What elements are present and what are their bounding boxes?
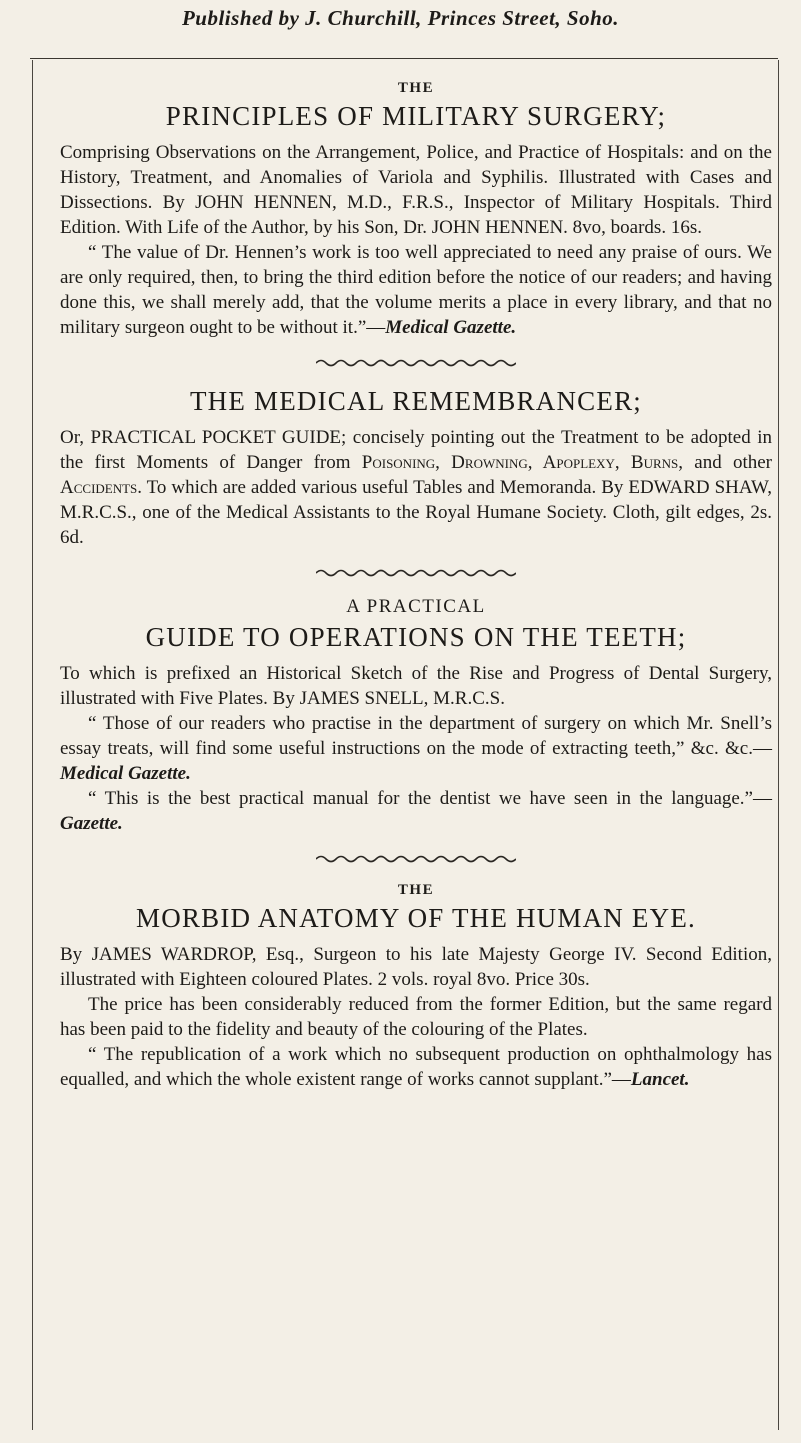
- listing-morbid-anatomy-eye: [60, 882, 772, 1092]
- section-title: THE MEDICAL REMEMBRANCER;: [189, 386, 642, 416]
- book-description: By JAMES WARDROP, Esq., Surgeon to his late Majesty George IV. Second Edition, illustrated with Eighteen coloured Plates. 2 vols. royal 8vo. Price 30s.: [60, 944, 772, 990]
- review-quote: [60, 786, 772, 836]
- ornament-divider: [316, 854, 516, 864]
- review-quote: [60, 1042, 772, 1092]
- book-description: To which is prefixed an Historical Sketch of the Rise and Progress of Dental Surgery, illustrated with Five Plates. By JAMES SNELL, M.R.C.S.: [60, 663, 772, 709]
- review-source: Medical Gazette.: [60, 763, 191, 784]
- catalogue-column: [60, 80, 772, 1092]
- ornament-divider: [316, 568, 516, 578]
- section-title: GUIDE TO OPERATIONS ON THE TEETH;: [145, 622, 687, 652]
- section-subtitle: A PRACTICAL: [346, 596, 486, 617]
- ornament-divider: [316, 358, 516, 368]
- review-quote: [60, 240, 772, 340]
- edition-note: The price has been considerably reduced from the former Edition, but the same regard has been paid to the fidelity and beauty of the colouring of the Plates.: [60, 994, 772, 1040]
- review-source: Lancet.: [630, 1069, 690, 1090]
- book-description: [60, 425, 772, 550]
- review-source: Gazette.: [60, 813, 123, 834]
- review-text: “ The value of Dr. Hennen’s work is too well appreciated to need any praise of ours. We are only required, then, to bring the third edition before the notice of our readers; and having done this, we shall merely add, that the volume merits a place in every library, and that no military surgeon ought to be without it.”—: [60, 242, 772, 338]
- listing-medical-remembrancer: [60, 386, 772, 550]
- description-text: Or, PRACTICAL POCKET GUIDE; concisely pointing out the Treatment to be adopted in the first Moments of Danger from: [60, 427, 772, 473]
- review-text: “ Those of our readers who practise in the department of surgery on which Mr. Snell’s essay treats, will find some useful instructions on the mode of extracting teeth,” &c. &c.—: [60, 713, 772, 759]
- listing-military-surgery: [60, 80, 772, 340]
- description-text: and other: [694, 452, 772, 473]
- accidents-word: Accidents.: [60, 477, 143, 498]
- left-border: [32, 60, 33, 1430]
- listing-operations-on-teeth: [60, 596, 772, 836]
- review-quote: [60, 711, 772, 786]
- right-border: [778, 60, 779, 1430]
- top-rule: [30, 58, 778, 59]
- section-subtitle: THE: [397, 80, 435, 96]
- section-title: PRINCIPLES OF MILITARY SURGERY;: [165, 101, 667, 131]
- book-description: Comprising Observations on the Arrangement, Police, and Practice of Hospitals: and on the History, Treatment, and Anomalies of Variola and Syphilis. Illustrated with Cases and Dissections. By JOHN HENNEN, M.D., F.R.S., Inspector of Military Hospitals. Third Edition. With Life of the Author, by his Son, Dr. JOHN HENNEN. 8vo, boards. 16s.: [60, 142, 772, 238]
- section-title: MORBID ANATOMY OF THE HUMAN EYE.: [136, 903, 696, 933]
- review-text: “ The republication of a work which no subsequent production on ophthalmology has equalled, and which the whole existent range of works cannot supplant.”—: [60, 1044, 772, 1090]
- review-text: “ This is the best practical manual for the dentist we have seen in the language.”—: [88, 788, 772, 809]
- review-source: Medical Gazette.: [385, 317, 517, 338]
- accidents-list: Poisoning, Drowning, Apoplexy, Burns,: [361, 452, 684, 473]
- description-text: To which are added various useful Tables and Memoranda. By EDWARD SHAW, M.R.C.S., one of the Medical Assistants to the Royal Humane Society. Cloth, gilt edges, 2s. 6d.: [60, 477, 772, 548]
- section-subtitle: THE: [397, 882, 435, 898]
- page-header: Published by J. Churchill, Princes Street, Soho.: [181, 6, 620, 30]
